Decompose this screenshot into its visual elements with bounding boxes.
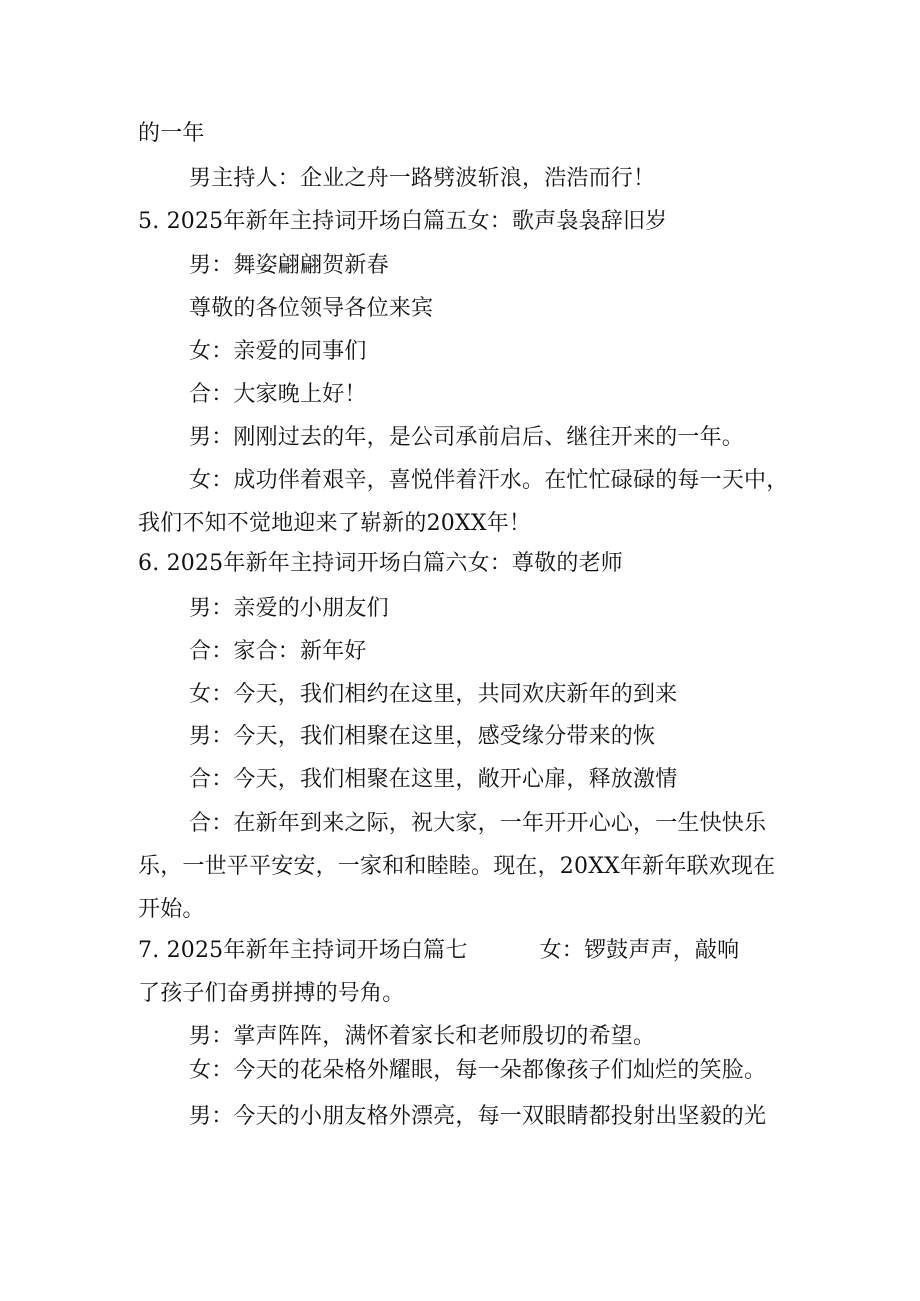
text-line: 男：今天的小朋友格外漂亮，每一双眼睛都投射出坚毅的光 xyxy=(189,1104,767,1129)
text-line: 男：今天，我们相聚在这里，感受缘分带来的恢 xyxy=(189,724,656,749)
text-line: 乐，一世平平安安，一家和和睦睦。现在，20XX年新年联欢现在 xyxy=(138,854,776,879)
text-line: 合：今天，我们相聚在这里，敞开心扉，释放激情 xyxy=(189,767,678,792)
text-line: 合：家合：新年好 xyxy=(189,639,367,664)
text-line: 尊敬的各位领导各位来宾 xyxy=(189,296,434,321)
text-line: 女：今天的花朵格外耀眼，每一朵都像孩子们灿烂的笑脸。 xyxy=(189,1058,767,1083)
text-line: 女：成功伴着艰辛，喜悦伴着汗水。在忙忙碌碌的每一天中， xyxy=(189,468,789,493)
section-heading: 5. 2025年新年主持词开场白篇五女：歌声袅袅辞旧岁 xyxy=(138,209,668,234)
text-line: 女：锣鼓声声，敲响 xyxy=(539,938,740,963)
text-line: 合：在新年到来之际，祝大家，一年开开心心，一生快快乐 xyxy=(189,811,767,836)
text-line: 合：大家晚上好！ xyxy=(189,382,367,407)
text-line: 男：刚刚过去的年，是公司承前启后、继往开来的一年。 xyxy=(189,425,745,450)
text-line: 男：舞姿翩翩贺新春 xyxy=(189,253,389,278)
text-line: 男：掌声阵阵，满怀着家长和老师殷切的希望。 xyxy=(189,1024,656,1049)
section-heading-row xyxy=(138,936,739,966)
section-heading: 6. 2025年新年主持词开场白篇六女：尊敬的老师 xyxy=(138,551,623,576)
text-line: 女：今天，我们相约在这里，共同欢庆新年的到来 xyxy=(189,682,678,707)
text-line: 我们不知不觉地迎来了崭新的20XX年！ xyxy=(138,511,532,536)
text-line: 女：亲爱的同事们 xyxy=(189,339,367,364)
text-line: 男主持人：企业之舟一路劈波斩浪，浩浩而行！ xyxy=(189,166,656,191)
text-line: 男：亲爱的小朋友们 xyxy=(189,596,389,621)
text-line: 开始。 xyxy=(138,897,205,922)
text-line: 了孩子们奋勇拼搏的号角。 xyxy=(138,981,405,1006)
text-line: 的一年 xyxy=(138,121,205,146)
section-heading: 7. 2025年新年主持词开场白篇七 xyxy=(138,938,468,963)
